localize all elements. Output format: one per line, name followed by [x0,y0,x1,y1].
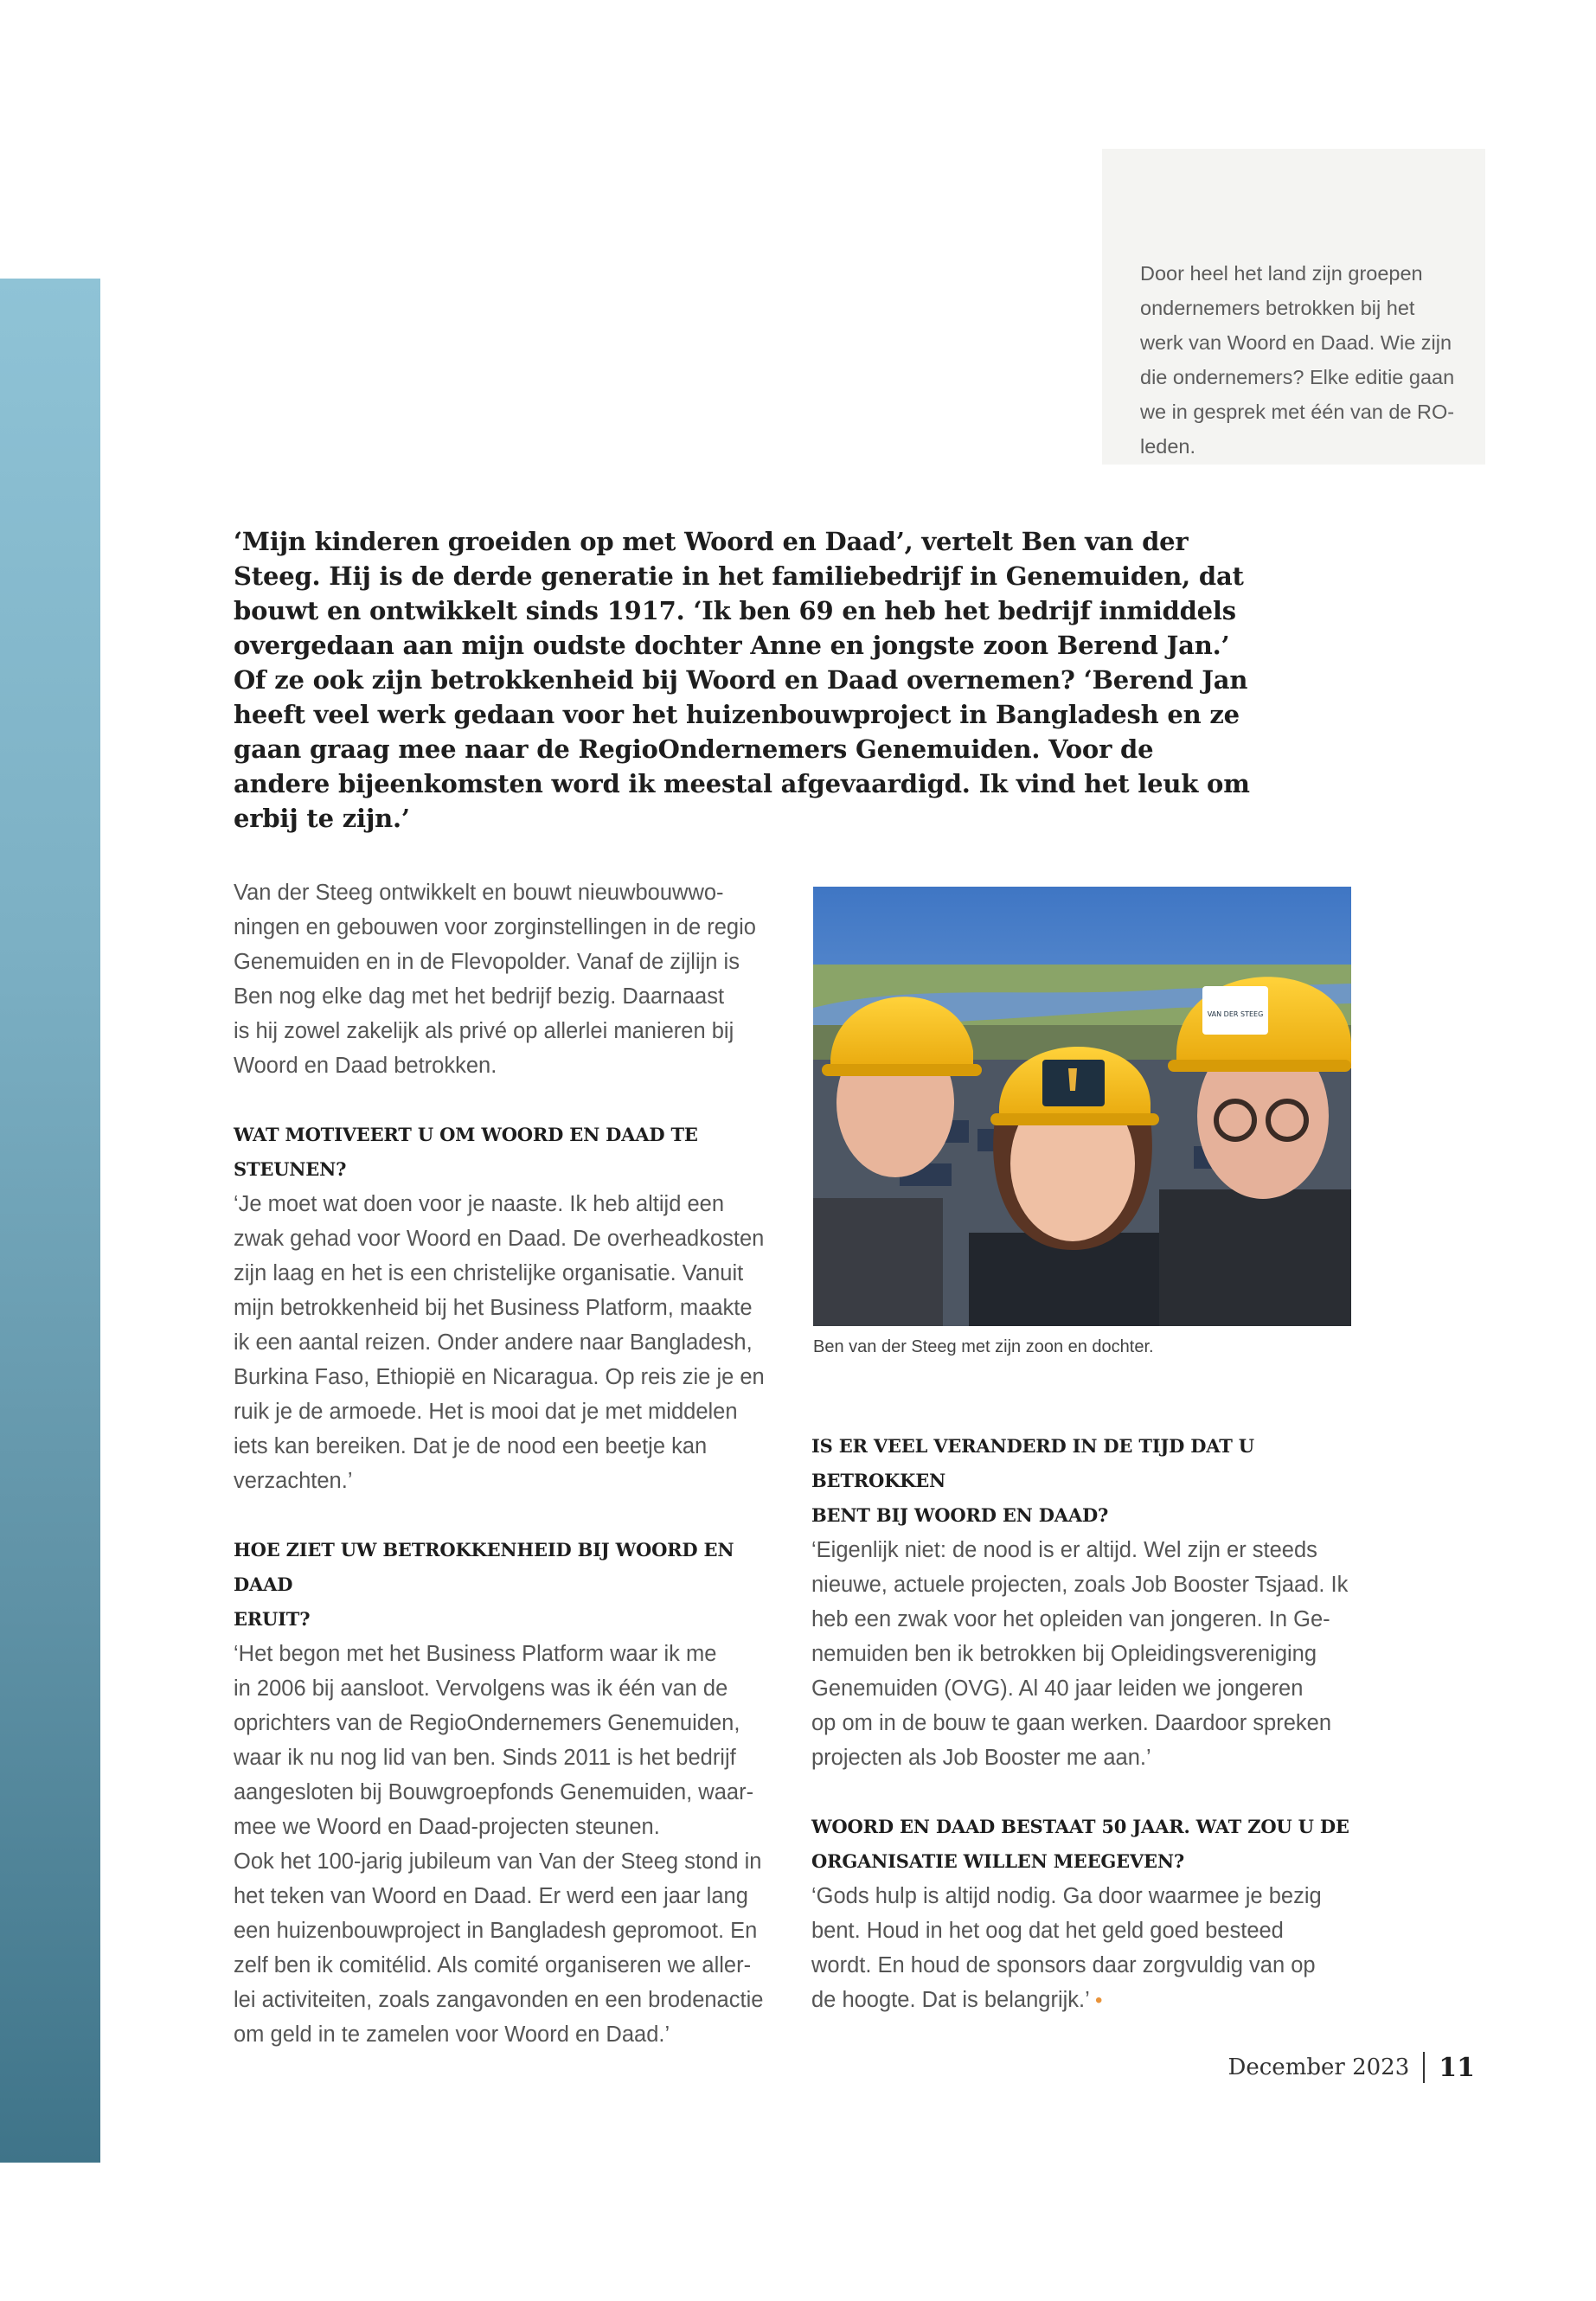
end-mark-dot: • [1094,1989,1103,2012]
intro-text: Door heel het land zijn groepen ondernemers betrokken bij het werk van Woord en Daad. Wie zijn die ondernemers? Elke editie gaan we in gesprek met één van de RO-leden. [1140,262,1455,458]
answer-4-text: ‘Gods hulp is altijd nodig. Ga door waarmee je bezig bent. Houd in het oog dat het geld goed besteed wordt. En houd de sponsors daar zorgvuldig van op de hoogte. Dat is belangrijk.’ [811,1884,1322,2012]
helmet-logo-text: VAN DER STEEG [1207,1010,1264,1018]
question-heading-2: HOE ZIET UW BETROKKENHEID BIJ WOORD EN DAAD ERUIT? [234,1539,734,1630]
issue-date: December 2023 [1227,2054,1410,2080]
page-footer [1228,2052,1475,2083]
answer-paragraph-2: ‘Het begon met het Business Platform waar ik me in 2006 bij aansloot. Vervolgens was ik één van de oprichters van de RegioOndernemers Genemuiden, waar ik nu nog lid van ben. Sinds 2011 is het bedrijf aangesloten bij Bouwgroepfonds Genemuiden, waar- mee we Woord en Daad-projecten steunen. Ook het 100-jarig jubileum van Van der Steeg stond in het teken van Woord en Daad. Er werd een jaar lang een huizenbouwproject in Bangladesh gepromoot. En zelf ben ik comitélid. Als comité organiseren we aller- lei activiteiten, zoals zangavonden en een brodenactie om geld in te zamelen voor Woord en Daad.’ [234,1642,764,2047]
answer-paragraph-3: ‘Eigenlijk niet: de nood is er altijd. Wel zijn er steeds nieuwe, actuele projecten, zoals Job Booster Tsjaad. Ik heb een zwak voor het opleiden van jongeren. In Ge- nemuiden ben ik betrokken bij Opleidingsvereniging Genemuiden (OVG). Al 40 jaar leiden we jongeren op om in de bouw te gaan werken. Daardoor spreken projecten als Job Booster me aan.’ [811,1538,1349,1770]
question-heading-4: WOORD EN DAAD BESTAAT 50 JAAR. WAT ZOU U DE ORGANISATIE WILLEN MEEGEVEN? [811,1816,1349,1872]
footer-divider [1423,2052,1425,2083]
question-heading-3: IS ER VEEL VERANDERD IN DE TIJD DAT U BETROKKEN BENT BIJ WOORD EN DAAD? [811,1435,1254,1526]
photo-caption: Ben van der Steeg met zijn zoon en dochter. [813,1337,1154,1356]
photo-ben-family [813,887,1351,1326]
page-number: 11 [1439,2052,1475,2083]
right-column [811,1429,1356,2018]
intro-paragraph: Van der Steeg ontwikkelt en bouwt nieuwbouwwo- ningen en gebouwen voor zorginstellingen in de regio Genemuiden en in de Flevopolder. Vanaf de zijlijn is Ben nog elke dag met het bedrijf bezig. Daarnaast is hij zowel zakelijk als privé op allerlei manieren bij Woord en Daad betrokken. [234,881,756,1078]
intro-box [1102,149,1485,465]
left-column [234,875,779,2052]
lead-paragraph: ‘Mijn kinderen groeiden op met Woord en Daad’, vertelt Ben van der Steeg. Hij is de derde generatie in het familiebedrijf in Genemuiden, dat bouwt en ontwikkelt sinds 1917. ‘Ik ben 69 en heb het bedrijf inmiddels overgedaan aan mijn oudste dochter Anne en jongste zoon Berend Jan.’ Of ze ook zijn betrokkenheid bij Woord en Daad overnemen? ‘Berend Jan heeft veel werk gedaan voor het huizenbouwproject in Bangladesh en ze gaan graag mee naar de RegioOndernemers Genemuiden. Voor de andere bijeenkomsten word ik meestal afgevaardigd. Ik vind het leuk om erbij te zijn.’ [234,527,1250,833]
answer-paragraph-1: ‘Je moet wat doen voor je naaste. Ik heb altijd een zwak gehad voor Woord en Daad. De overheadkosten zijn laag en het is een christelijke organisatie. Vanuit mijn betrokkenheid bij het Business Platform, maakte ik een aantal reizen. Onder andere naar Bangladesh, Burkina Faso, Ethiopië en Nicaragua. Op reis zie je en ruik je de armoede. Het is mooi dat je met middelen iets kan bereiken. Dat je de nood een beetje kan verzachten.’ [234,1192,765,1493]
decorative-side-bar [0,279,100,2163]
question-heading-1: WAT MOTIVEERT U OM WOORD EN DAAD TE STEUNEN? [234,1124,698,1180]
answer-paragraph-4 [811,1879,1356,2018]
